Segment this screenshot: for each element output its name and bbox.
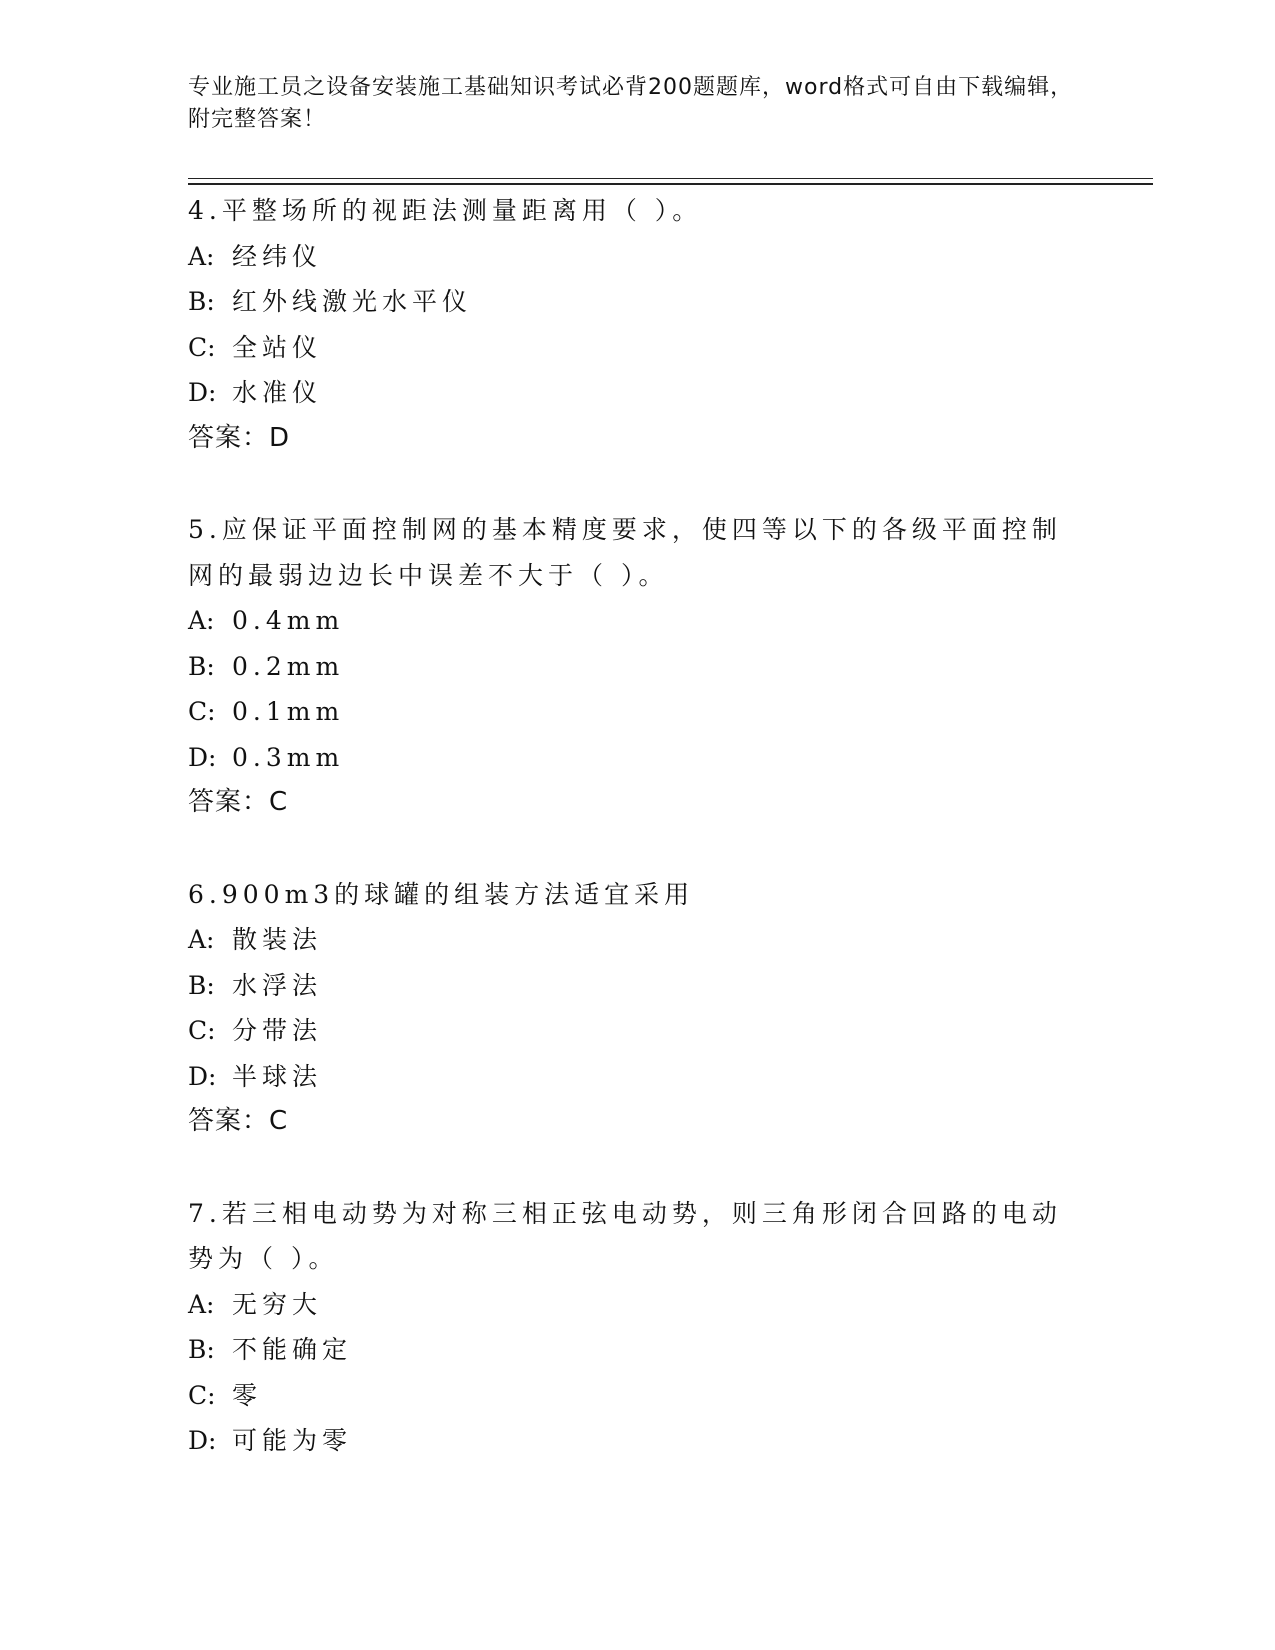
option-d <box>188 1054 1088 1100</box>
option-c <box>188 1373 1088 1419</box>
question-stem: 4.平整场所的视距法测量距离用（ ）。 <box>188 196 703 225</box>
option-text: 水准仪 <box>232 378 323 407</box>
option-letter: A: <box>188 925 215 954</box>
option-text: 可能为零 <box>232 1426 353 1455</box>
header-divider-thick <box>188 183 1153 185</box>
answer-line: 答案：C <box>188 787 289 817</box>
answer-line: 答案：C <box>188 1106 289 1136</box>
option-c <box>188 325 1088 371</box>
option-c <box>188 689 1088 735</box>
question-7 <box>188 1191 1088 1464</box>
option-text: 0.1mm <box>232 697 345 726</box>
option-letter: A: <box>188 1289 215 1319</box>
question-6 <box>188 872 1088 1145</box>
option-text: 散装法 <box>232 925 323 954</box>
question-4 <box>188 188 1088 461</box>
option-b <box>188 1327 1088 1373</box>
question-stem: 7.若三相电动势为对称三相正弦电动势，则三角形闭合回路的电动势为（ ）。 <box>188 1198 1062 1273</box>
option-letter: C: <box>188 1380 216 1410</box>
answer-line: 答案：D <box>188 422 291 453</box>
option-text: 0.2mm <box>232 651 345 681</box>
option-d <box>188 1418 1088 1464</box>
option-letter: A: <box>188 241 215 271</box>
option-d <box>188 370 1088 416</box>
option-text: 经纬仪 <box>232 241 323 271</box>
option-text: 0.3mm <box>232 742 345 772</box>
option-text: 红外线激光水平仪 <box>232 287 473 316</box>
option-letter: C: <box>188 697 216 726</box>
option-letter: B: <box>188 287 215 316</box>
header-divider-thin <box>188 178 1153 179</box>
option-letter: D: <box>188 1061 217 1091</box>
question-stem: 5.应保证平面控制网的基本精度要求，使四等以下的各级平面控制网的最弱边边长中误差不大于（ ）。 <box>188 515 1062 590</box>
option-d <box>188 735 1088 781</box>
option-letter: D: <box>188 378 217 407</box>
option-letter: B: <box>188 651 215 681</box>
option-text: 半球法 <box>232 1061 323 1091</box>
option-b <box>188 963 1088 1009</box>
option-letter: C: <box>188 332 216 362</box>
option-b <box>188 279 1088 325</box>
option-text: 全站仪 <box>232 332 323 362</box>
option-letter: D: <box>188 742 217 772</box>
option-c <box>188 1008 1088 1054</box>
option-a <box>188 1282 1088 1328</box>
option-text: 分带法 <box>232 1016 323 1045</box>
option-b <box>188 644 1088 690</box>
option-text: 水浮法 <box>232 970 323 1000</box>
option-a <box>188 234 1088 280</box>
option-letter: A: <box>188 606 215 635</box>
option-letter: B: <box>188 1335 215 1364</box>
option-text: 无穷大 <box>232 1289 323 1319</box>
option-a <box>188 598 1088 644</box>
option-text: 0.4mm <box>232 606 345 635</box>
option-a <box>188 917 1088 963</box>
question-stem: 6.900m3的球罐的组装方法适宜采用 <box>188 879 695 909</box>
document-title: 专业施工员之设备安装施工基础知识考试必背200题题库，word格式可自由下载编辑，附完整答案！ <box>188 75 1074 132</box>
option-text: 不能确定 <box>232 1335 353 1364</box>
option-letter: D: <box>188 1426 217 1455</box>
question-5 <box>188 507 1088 826</box>
option-letter: C: <box>188 1016 216 1045</box>
option-letter: B: <box>188 970 215 1000</box>
option-text: 零 <box>232 1380 263 1410</box>
question-list <box>188 188 1088 1510</box>
